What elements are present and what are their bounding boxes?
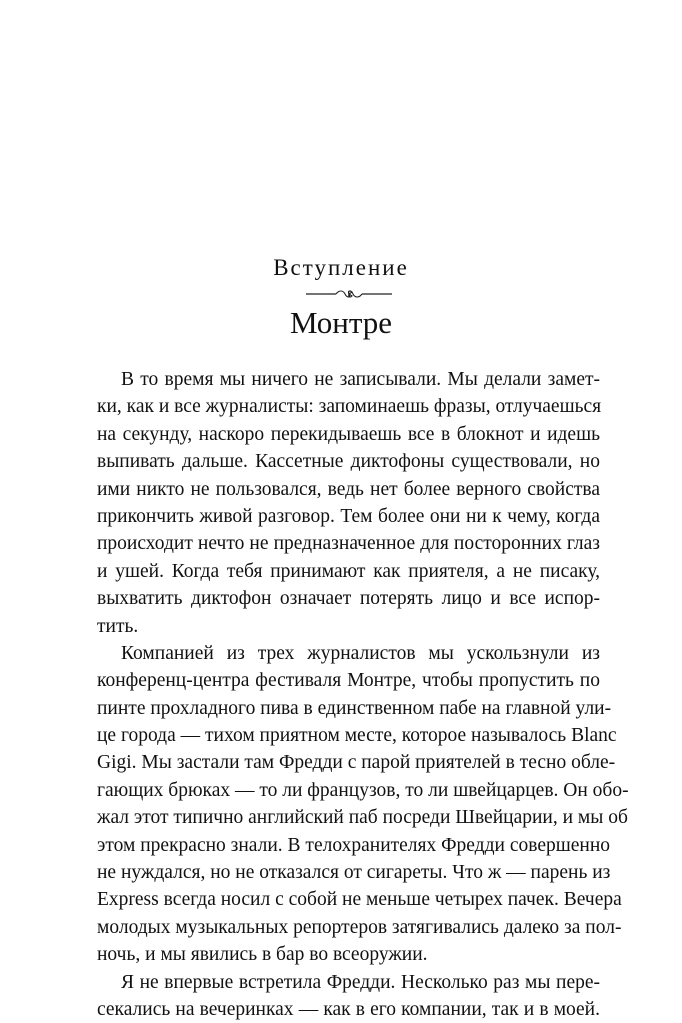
text-line: Express всегда носил с собой не меньше четырех пачек. Вечера — [97, 889, 622, 911]
text-line: происходит нечто не предназначенное для посторонних глаз — [97, 533, 600, 555]
text-line: гающих брюках — то ли французов, то ли швейцарцев. Он обо- — [97, 779, 629, 801]
text-line: прикончить живой разговор. Тем более они ни к чему, когда — [97, 505, 600, 527]
text-line: тить. — [97, 615, 139, 637]
paragraph — [97, 969, 600, 1023]
text-line: на секунду, наскоро перекидываешь все в блокнот и идешь — [97, 423, 600, 445]
text-line: В то время мы ничего не записывали. Мы делали замет- — [121, 369, 600, 390]
text-line: Компанией из трех журналистов мы ускользнули из — [121, 642, 600, 664]
paragraph — [97, 640, 629, 969]
ornament-divider — [306, 288, 392, 300]
body-text — [97, 366, 629, 1023]
text-line: ки, как и все журналисты: запоминаешь фразы, отлучаешься — [97, 396, 602, 418]
text-line: пинте прохладного пива в единственном пабе на главной ули- — [97, 697, 612, 719]
text-line: выпивать дальше. Кассетные диктофоны существовали, но — [97, 451, 600, 473]
text-line: этом прекрасно знали. В телохранителях Фредди совершенно — [97, 834, 611, 856]
text-line: Я не впервые встретила Фредди. Несколько раз мы пере- — [121, 971, 600, 993]
text-line: молодых музыкальных репортеров затягивались далеко за пол- — [97, 916, 622, 938]
text-line: Gigi. Мы застали там Фредди с парой приятелей в тесно обле- — [97, 752, 616, 774]
chapter-label: Вступление — [273, 255, 409, 280]
text-line: ночь, и мы явились в бар во всеоружии. — [97, 944, 428, 966]
text-line: и ушей. Когда тебя принимают как приятеля, а не писаку, — [97, 560, 600, 582]
text-line: конференц-центра фестиваля Монтре, чтобы пропустить по — [97, 670, 600, 692]
text-line: не нуждался, но не отказался от сигареты. Что ж — парень из — [97, 862, 611, 884]
chapter-title: Монтре — [289, 305, 393, 340]
text-line: ими никто не пользовался, ведь нет более верного свойства — [97, 478, 600, 500]
text-line: выхватить диктофон означает потерять лицо и все испор- — [97, 588, 600, 610]
paragraph — [97, 366, 600, 640]
text-line: жал этот типично английский паб посреди Швейцарии, и мы об — [97, 807, 628, 829]
text-line: секались на вечеринках — как в его компании, так и в моей. — [97, 998, 600, 1020]
text-line: це города — тихом приятном месте, которое называлось Blanc — [97, 725, 617, 747]
